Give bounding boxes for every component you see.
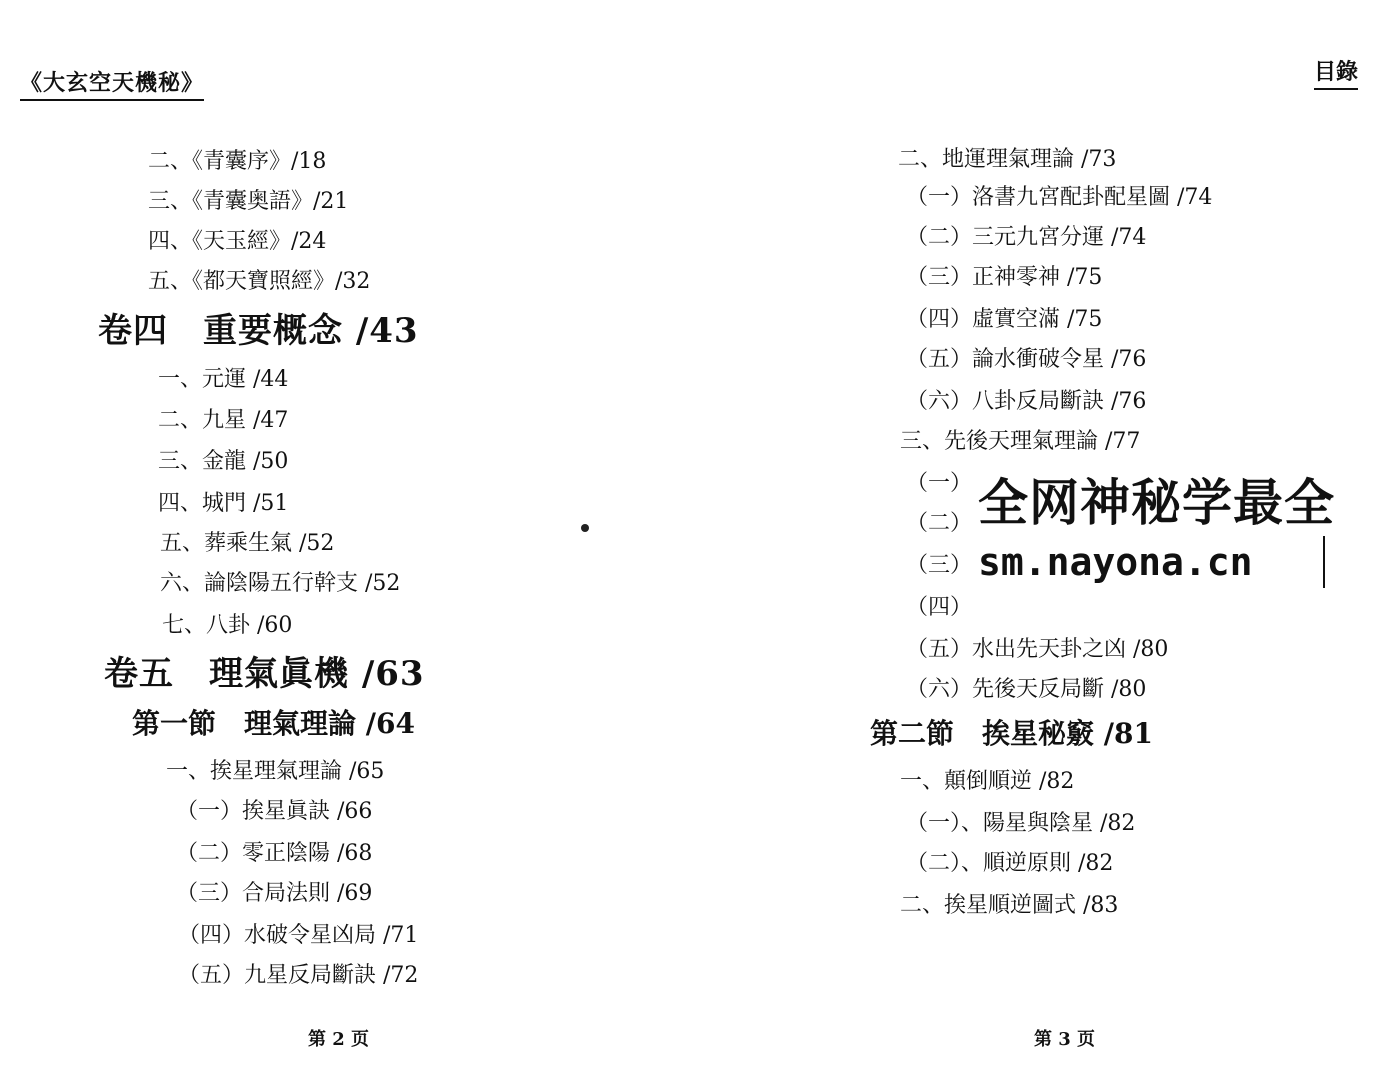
toc-item: （三） [906, 553, 973, 578]
toc-item: （三）合局法則 /69 [176, 881, 373, 906]
toc-item: （六）先後天反局斷 /80 [906, 677, 1147, 702]
toc-item: （二）零正陰陽 /68 [176, 841, 373, 866]
toc-item: 二、挨星順逆圖式 /83 [900, 893, 1119, 918]
text-cursor [1323, 536, 1325, 588]
toc-item: 二、九星 /47 [158, 408, 289, 433]
toc-item: （五）水出先天卦之凶 /80 [906, 637, 1169, 662]
toc-item: 一、顛倒順逆 /82 [900, 769, 1075, 794]
toc-item: 七、八卦 /60 [162, 613, 293, 638]
toc-item: （四） [906, 595, 973, 620]
volume-heading: 卷五 理氣眞機 /63 [104, 654, 425, 694]
toc-item: 三、金龍 /50 [158, 449, 289, 474]
toc-item: （一）洛書九宮配卦配星圖 /74 [906, 185, 1213, 210]
toc-item: 四、《天玉經》/24 [148, 229, 327, 254]
toc-item: 五、葬乘生氣 /52 [160, 531, 335, 556]
section-heading: 第一節 理氣理論 /64 [132, 707, 415, 740]
toc-item: （二） [906, 511, 973, 536]
toc-item: 二、《青囊序》/18 [148, 149, 327, 174]
toc-item: （五）論水衝破令星 /76 [906, 347, 1147, 372]
contents-heading: 目錄 [1314, 55, 1358, 90]
toc-item: （三）正神零神 /75 [906, 265, 1103, 290]
watermark-url: sm.nayona.cn [978, 536, 1324, 588]
page-number: 第 2 页 [308, 1029, 370, 1050]
toc-item: （二）、順逆原則 /82 [906, 851, 1114, 876]
toc-item: （一） [906, 471, 973, 496]
toc-item: 三、先後天理氣理論 /77 [900, 429, 1141, 454]
toc-item: （一）、陽星與陰星 /82 [906, 811, 1136, 836]
toc-item: （四）虛實空滿 /75 [906, 307, 1103, 332]
toc-item: 一、元運 /44 [158, 367, 289, 392]
book-title: 《大玄空天機秘》 [20, 66, 204, 101]
toc-item: 一、挨星理氣理論 /65 [166, 759, 385, 784]
toc-item: （一）挨星眞訣 /66 [176, 799, 373, 824]
toc-item: 四、城門 /51 [158, 491, 289, 516]
volume-heading: 卷四 重要概念 /43 [98, 311, 419, 351]
toc-item: 六、論陰陽五行幹支 /52 [160, 571, 401, 596]
toc-item: （四）水破令星凶局 /71 [178, 923, 419, 948]
ink-spot [581, 524, 589, 532]
toc-item: （二）三元九宮分運 /74 [906, 225, 1147, 250]
section-heading: 第二節 挨星秘竅 /81 [870, 717, 1153, 750]
watermark-title: 全网神秘学最全 [978, 474, 1380, 532]
toc-item: （六）八卦反局斷訣 /76 [906, 389, 1147, 414]
toc-item: （五）九星反局斷訣 /72 [178, 963, 419, 988]
toc-item: 二、地運理氣理論 /73 [898, 147, 1117, 172]
toc-item: 五、《都天寶照經》/32 [148, 269, 371, 294]
toc-item: 三、《青囊奥語》/21 [148, 189, 349, 214]
page-number: 第 3 页 [1034, 1029, 1096, 1050]
